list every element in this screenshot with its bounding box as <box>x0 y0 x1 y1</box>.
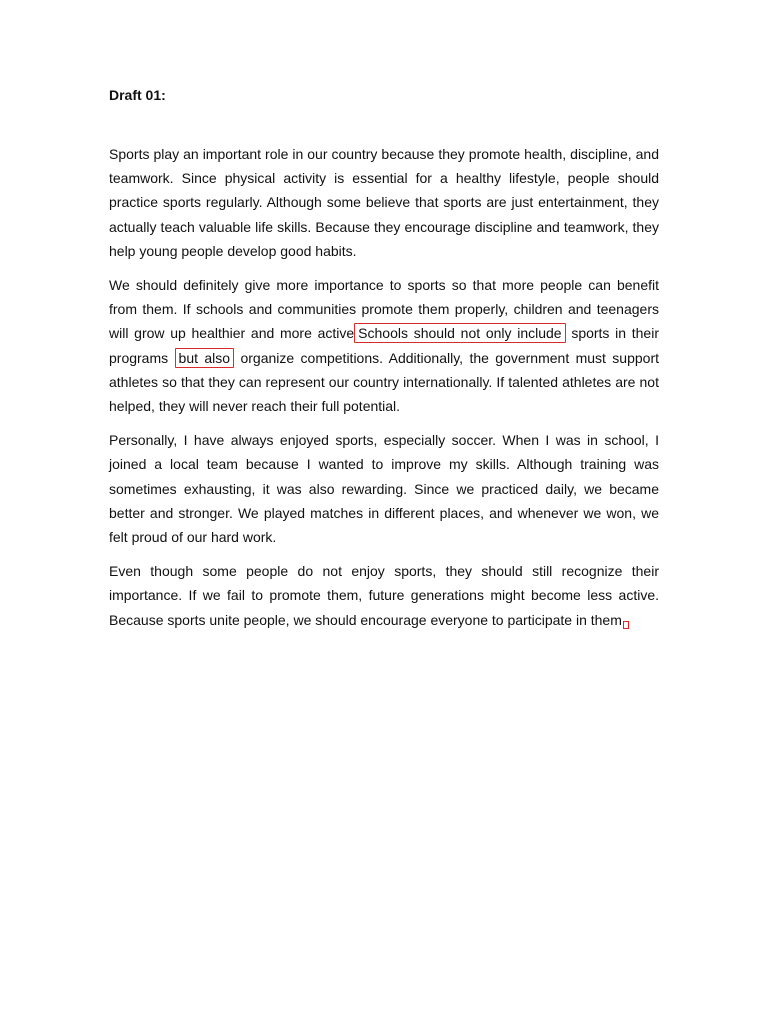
highlight-schools-should-not-only-include: Schools should not only include <box>354 323 565 343</box>
paragraph-3: Personally, I have always enjoyed sports, especially soccer. When I was in school, I joined a local team because I wanted to improve my skills. Although training was sometimes exhausting, it was also rewarding. Since we practiced daily, we became better and stronger. We played matches in different places, and whenever we won, we felt proud of our hard work. <box>109 432 659 546</box>
paragraph-4 <box>109 559 659 632</box>
document-page <box>109 86 659 642</box>
paragraph-4-text: Even though some people do not enjoy sports, they should still recognize their importance. If we fail to promote them, future generations might become less active. Because sports unite people, we should encourage everyone to participate in them <box>109 563 659 628</box>
paragraph-2-text-a: We should definitely give more importance to sports so that more people can benefit from them. If schools and communities promote them properly, children and teenagers will grow up healthier and more active <box>109 277 659 342</box>
highlight-but-also: but also <box>175 348 235 368</box>
draft-title: Draft 01: <box>109 87 166 103</box>
paragraph-1: Sports play an important role in our country because they promote health, discipline, and teamwork. Since physical activity is essential for a healthy lifestyle, people should practice sports regularly. Although some believe that sports are just entertainment, they actually teach valuable life skills. Because they encourage discipline and teamwork, they help young people develop good habits. <box>109 146 659 259</box>
paragraph-2-text-c: organize competitions. Additionally, the government must support athletes so that they can represent our country internationally. If talented athletes are not helped, they will never reach their full potential. <box>109 349 660 415</box>
paragraph-2-text-b: sports in their programs <box>109 325 659 366</box>
paragraph-2 <box>109 273 659 418</box>
missing-period-mark <box>623 621 629 629</box>
